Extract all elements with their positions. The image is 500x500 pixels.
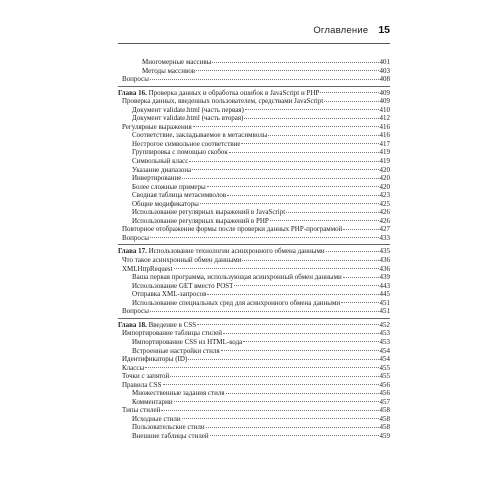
toc-entry-title: Идентификаторы (ID)	[122, 355, 188, 364]
toc-entry[interactable]	[118, 140, 390, 149]
toc-page-number: 455	[379, 363, 390, 372]
toc-entry[interactable]	[118, 148, 390, 157]
toc-page-number: 416	[379, 122, 390, 131]
toc-entry-title: Правила CSS	[122, 380, 162, 389]
toc-page-number: 454	[379, 355, 390, 364]
toc-entry[interactable]	[118, 406, 390, 415]
dot-leader	[210, 435, 379, 436]
toc-entry-title: Общие модификаторы	[132, 199, 199, 208]
toc-page-number: 458	[379, 414, 390, 423]
toc-entry-title: Использование GET вместо POST	[132, 281, 234, 290]
dot-leader	[212, 62, 378, 63]
toc-page-number: 457	[379, 397, 390, 406]
dot-leader	[234, 285, 378, 286]
toc-entry-title	[118, 89, 319, 98]
toc-entry-title: Импортирование CSS из HTML-кода	[132, 337, 243, 346]
toc-page-number: 423	[379, 191, 390, 200]
toc-entry[interactable]	[118, 131, 390, 140]
dot-leader	[150, 311, 379, 312]
dot-leader	[229, 152, 379, 153]
running-head-title: Оглавление	[313, 25, 369, 36]
toc-entry-title: Более сложные примеры	[132, 182, 206, 191]
toc-page-number: 426	[379, 208, 390, 217]
toc-entry[interactable]	[118, 225, 390, 234]
toc-entry[interactable]	[118, 166, 390, 175]
dot-leader	[200, 203, 379, 204]
toc-entry[interactable]	[118, 200, 390, 209]
dot-leader	[286, 212, 378, 213]
dot-leader	[161, 410, 378, 411]
toc-page-number: 409	[379, 88, 390, 97]
toc-page-number: 427	[379, 225, 390, 234]
toc-entry[interactable]	[118, 217, 390, 226]
toc-entry-title: Отправка XML-запросов	[132, 290, 207, 299]
toc-entry[interactable]	[118, 389, 390, 398]
toc-page-number: 445	[379, 290, 390, 299]
toc-entry[interactable]	[118, 282, 390, 291]
toc-entry[interactable]	[118, 191, 390, 200]
toc-page-number: 451	[379, 298, 390, 307]
chapter-title: Введение в CSS	[148, 320, 197, 329]
toc-entry[interactable]	[118, 299, 390, 308]
toc-entry-title: Пользовательские стили	[132, 423, 205, 432]
header-rule	[118, 43, 390, 44]
dot-leader	[320, 92, 378, 93]
toc-entry[interactable]	[118, 432, 390, 441]
dot-leader	[243, 341, 378, 342]
toc-page-number: 453	[379, 337, 390, 346]
toc-entry[interactable]	[118, 157, 390, 166]
dot-leader	[226, 393, 379, 394]
toc-entry[interactable]	[118, 67, 390, 76]
chapter-title: Использование технологии асинхронного обмена данными	[148, 247, 325, 256]
toc-entry-title: Сводная таблица метасимволов	[132, 191, 227, 200]
dot-leader	[270, 220, 379, 221]
dot-leader	[145, 367, 378, 368]
toc-entry[interactable]	[118, 106, 390, 115]
dot-leader	[188, 359, 378, 360]
toc-page-number: 458	[379, 406, 390, 415]
toc-entry[interactable]	[118, 174, 390, 183]
toc-entry-title: Импортирование таблицы стилей	[122, 329, 222, 338]
dot-leader	[221, 350, 379, 351]
dot-leader	[189, 161, 378, 162]
toc-page-number: 456	[379, 380, 390, 389]
toc-entry[interactable]	[118, 290, 390, 299]
dot-leader	[324, 101, 378, 102]
toc-entry[interactable]	[118, 307, 390, 316]
toc-entry[interactable]	[118, 58, 390, 67]
dot-leader	[343, 277, 379, 278]
table-of-contents	[118, 58, 390, 441]
toc-entry-title: Вопросы	[122, 75, 149, 84]
dot-leader	[326, 251, 379, 252]
toc-entry-title: Повторное отображение формы после проверки данных PHP-программой	[122, 225, 343, 234]
toc-page-number: 409	[379, 97, 390, 106]
toc-page-number: 425	[379, 199, 390, 208]
dot-leader	[193, 126, 379, 127]
toc-entry-title: Регулярные выражения	[122, 122, 192, 131]
toc-entry[interactable]	[118, 372, 390, 381]
toc-page-number: 426	[379, 216, 390, 225]
dot-leader	[174, 268, 379, 269]
chapter-label: Глава 17.	[118, 247, 147, 256]
page-header	[118, 24, 390, 40]
dot-leader	[341, 302, 378, 303]
toc-page-number: 459	[379, 431, 390, 440]
toc-entry-title: Использование регулярных выражений в JavaScript	[132, 208, 286, 217]
dot-leader	[343, 229, 378, 230]
toc-entry[interactable]	[118, 265, 390, 274]
toc-entry-title: XMLHttpRequest	[122, 264, 173, 273]
dot-leader	[150, 237, 379, 238]
toc-page-number: 410	[379, 105, 390, 114]
toc-page-number: 420	[379, 165, 390, 174]
toc-entry[interactable]	[118, 364, 390, 373]
toc-entry-title: Вопросы	[122, 233, 149, 242]
toc-entry[interactable]	[118, 75, 390, 84]
toc-page-number: 453	[379, 329, 390, 338]
toc-entry-title: Внешние таблицы стилей	[132, 431, 209, 440]
toc-entry[interactable]	[118, 338, 390, 347]
toc-page-number: 455	[379, 372, 390, 381]
chapter-divider	[118, 318, 390, 319]
toc-page-number: 420	[379, 182, 390, 191]
dot-leader	[227, 195, 378, 196]
dot-leader	[163, 384, 379, 385]
toc-page-number: 420	[379, 174, 390, 183]
toc-entry[interactable]	[118, 97, 390, 106]
dot-leader	[207, 186, 379, 187]
toc-page-number: 454	[379, 346, 390, 355]
toc-entry-title: Указание диапазона	[132, 165, 192, 174]
dot-leader	[197, 324, 378, 325]
chapter-divider	[118, 244, 390, 245]
toc-entry[interactable]	[118, 183, 390, 192]
toc-page-number: 443	[379, 281, 390, 290]
toc-page-number: 451	[379, 307, 390, 316]
chapter-title: Проверка данных и обработка ошибок в JavaScript и PHP	[148, 88, 320, 97]
toc-entry-title: Множественные задания стиля	[132, 389, 225, 398]
dot-leader	[241, 143, 378, 144]
toc-page-number: 436	[379, 264, 390, 273]
toc-entry[interactable]	[118, 123, 390, 132]
toc-entry-title	[118, 321, 196, 330]
toc-page-number: 433	[379, 233, 390, 242]
toc-entry-title: Вопросы	[122, 307, 149, 316]
dot-leader	[192, 169, 378, 170]
toc-page-number: 408	[379, 75, 390, 84]
toc-entry-title: Многомерные массивы	[142, 58, 212, 66]
dot-leader	[182, 418, 379, 419]
toc-chapter-entry[interactable]	[118, 89, 390, 98]
dot-leader	[223, 333, 379, 334]
chapter-label: Глава 18.	[118, 320, 147, 329]
toc-page-number: 417	[379, 139, 390, 148]
chapter-label: Глава 16.	[118, 88, 147, 97]
dot-leader	[206, 427, 379, 428]
toc-entry-title: Инвертирование	[132, 174, 182, 183]
toc-entry-title: Документ validate.html (часть первая)	[132, 105, 244, 114]
toc-page-number: 416	[379, 131, 390, 140]
toc-page-number: 412	[379, 114, 390, 123]
toc-entry[interactable]	[118, 355, 390, 364]
toc-page-number: 456	[379, 389, 390, 398]
chapter-divider	[118, 86, 390, 87]
toc-entry-title: Методы массивов	[142, 66, 196, 75]
toc-entry-title: Группировка с помощью скобок	[132, 148, 228, 157]
toc-entry[interactable]	[118, 273, 390, 282]
toc-entry[interactable]	[118, 415, 390, 424]
toc-entry-title: Комментарии	[132, 397, 173, 406]
toc-entry-title: Проверка данных, введенных пользователем, средствами JavaScript	[122, 97, 324, 106]
toc-entry[interactable]	[118, 208, 390, 217]
toc-entry-title	[118, 247, 325, 256]
toc-entry[interactable]	[118, 329, 390, 338]
toc-entry[interactable]	[118, 234, 390, 243]
toc-page-number: 458	[379, 423, 390, 432]
toc-page-number: 436	[379, 256, 390, 265]
toc-entry-title: Ваша первая программа, использующая асинхронный обмен данными	[132, 273, 342, 282]
dot-leader	[242, 260, 378, 261]
dot-leader	[196, 70, 378, 71]
toc-entry[interactable]	[118, 423, 390, 432]
toc-entry-title: Использование регулярных выражений в PHP	[132, 216, 269, 225]
toc-entry[interactable]	[118, 347, 390, 356]
toc-entry-title: Типы стилей	[122, 406, 161, 415]
dot-leader	[245, 109, 379, 110]
toc-entry-title: Что такое асинхронный обмен данными	[122, 256, 242, 265]
toc-page-number: 439	[379, 273, 390, 282]
toc-entry-title: Точки с запятой	[122, 372, 170, 381]
toc-chapter-entry[interactable]	[118, 247, 390, 256]
dot-leader	[170, 376, 378, 377]
dot-leader	[244, 118, 378, 119]
toc-entry[interactable]	[118, 381, 390, 390]
dot-leader	[150, 79, 379, 80]
toc-page-number: 419	[379, 157, 390, 166]
dot-leader	[182, 178, 378, 179]
toc-page-number: 452	[379, 320, 390, 329]
toc-entry-title: Документ validate.html (часть вторая)	[132, 114, 244, 123]
toc-page-number: 419	[379, 148, 390, 157]
toc-entry-title: Нестрогое символьное соответствие	[132, 139, 241, 148]
toc-entry[interactable]	[118, 398, 390, 407]
toc-page-number: 401	[379, 58, 390, 66]
toc-entry-title: Использование специальных сред для асинхронного обмена данными	[132, 298, 341, 307]
toc-entry-title: Классы	[122, 363, 145, 372]
toc-entry[interactable]	[118, 114, 390, 123]
page-number: 15	[378, 24, 390, 36]
dot-leader	[174, 401, 379, 402]
dot-leader	[268, 135, 378, 136]
toc-entry-title: Встроенные настройки стиля	[132, 346, 220, 355]
toc-entry[interactable]	[118, 256, 390, 265]
toc-entry-title: Символьный класс	[132, 157, 189, 166]
toc-entry-title: Исходные стили	[132, 414, 181, 423]
dot-leader	[207, 294, 378, 295]
toc-entry-title: Соответствие, закладываемое в метасимволы	[132, 131, 268, 140]
toc-page-number: 403	[379, 66, 390, 75]
toc-page-number: 435	[379, 247, 390, 256]
toc-chapter-entry[interactable]	[118, 321, 390, 330]
